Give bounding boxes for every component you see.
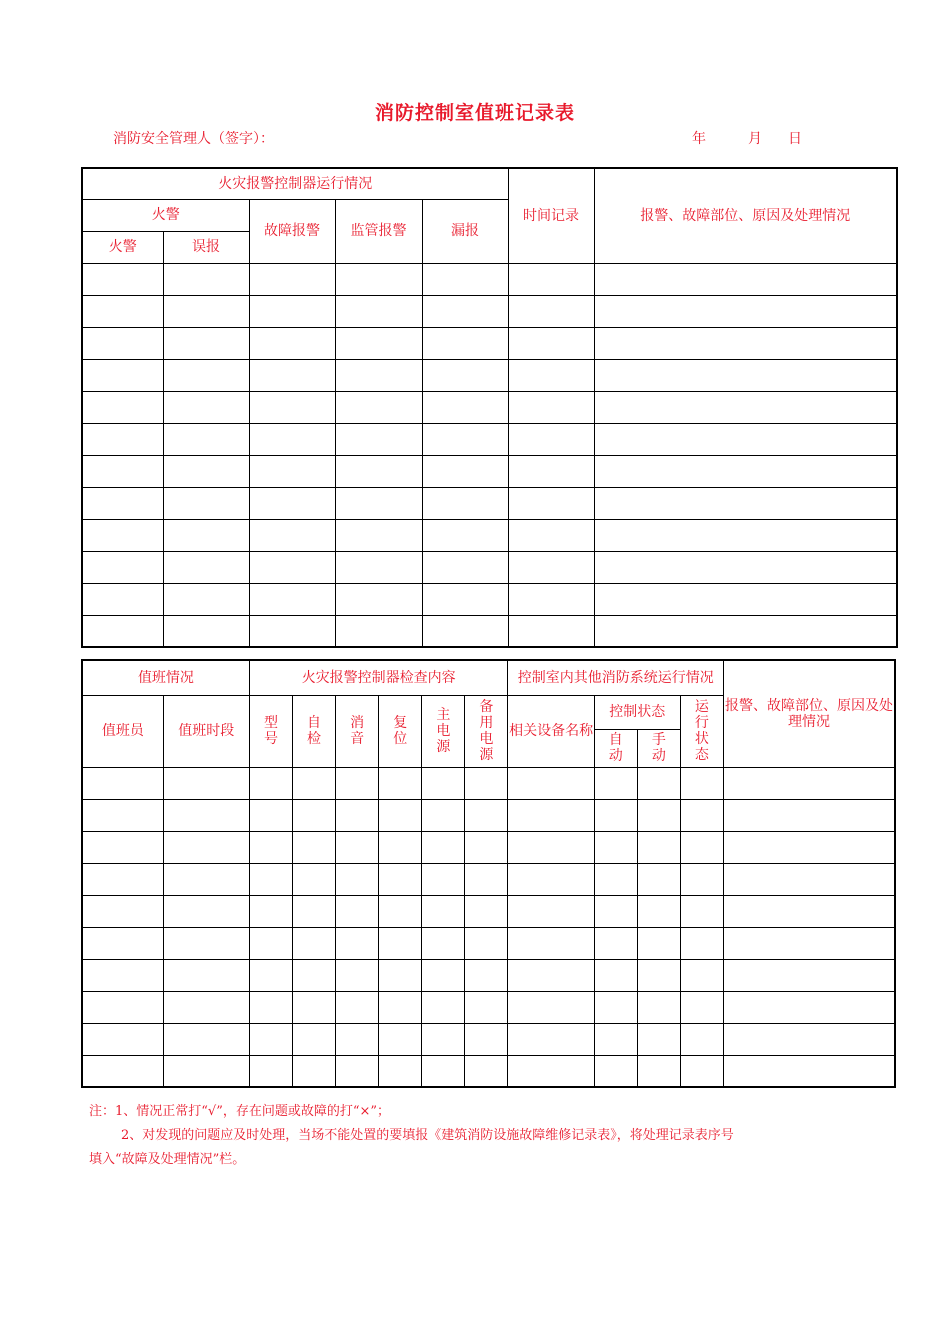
entry-cell[interactable]: [249, 991, 292, 1023]
table-row: [82, 519, 897, 551]
entry-cell[interactable]: [163, 615, 249, 647]
notes: [89, 1100, 889, 1172]
entry-cell[interactable]: [422, 927, 465, 959]
entry-cell[interactable]: [249, 519, 335, 551]
entry-cell[interactable]: [379, 959, 422, 991]
manual-header: [637, 729, 680, 767]
entry-cell[interactable]: [292, 863, 335, 895]
self-check-header: [292, 695, 335, 767]
entry-cell[interactable]: [249, 1055, 292, 1087]
entry-cell[interactable]: [335, 519, 422, 551]
entry-cell[interactable]: [594, 895, 637, 927]
entry-cell[interactable]: [594, 359, 897, 391]
entry-cell[interactable]: [82, 391, 163, 423]
entry-cell[interactable]: [422, 1055, 465, 1087]
entry-cell[interactable]: [422, 551, 508, 583]
entry-cell[interactable]: [465, 991, 508, 1023]
entry-cell[interactable]: [292, 991, 335, 1023]
entry-cell[interactable]: [335, 551, 422, 583]
silence-header-text: 消 音: [350, 715, 365, 747]
signature-label: 消防安全管理人（签字）：: [113, 131, 274, 147]
entry-cell[interactable]: [336, 927, 379, 959]
time-record-header: 时间记录: [508, 168, 594, 263]
entry-cell[interactable]: [508, 863, 594, 895]
note-line-3: 填入“故障及处理情况”栏。: [89, 1152, 246, 1167]
table-row: [82, 1023, 895, 1055]
fire-header: 火警: [82, 231, 163, 263]
entry-cell[interactable]: [336, 767, 379, 799]
table-row: [82, 831, 895, 863]
entry-cell[interactable]: [249, 927, 292, 959]
check-content-header: 火灾报警控制器检查内容: [249, 660, 508, 695]
entry-cell[interactable]: [594, 583, 897, 615]
entry-cell[interactable]: [163, 455, 249, 487]
entry-cell[interactable]: [82, 263, 163, 295]
false-alarm-header: 误报: [163, 231, 249, 263]
entry-cell[interactable]: [508, 295, 594, 327]
entry-cell[interactable]: [508, 327, 594, 359]
duty-check-table: [81, 659, 896, 1088]
entry-cell[interactable]: [249, 767, 292, 799]
entry-cell[interactable]: [82, 455, 163, 487]
entry-cell[interactable]: [292, 1055, 335, 1087]
entry-cell[interactable]: [422, 831, 465, 863]
entry-cell[interactable]: [335, 583, 422, 615]
entry-cell[interactable]: [82, 583, 163, 615]
entry-cell[interactable]: [292, 959, 335, 991]
entry-cell[interactable]: [680, 991, 723, 1023]
entry-cell[interactable]: [335, 423, 422, 455]
entry-cell[interactable]: [335, 327, 422, 359]
entry-cell[interactable]: [82, 991, 163, 1023]
entry-cell[interactable]: [465, 1023, 508, 1055]
entry-cell[interactable]: [508, 551, 594, 583]
auto-header-text: 自 动: [608, 732, 623, 764]
entry-cell[interactable]: [82, 1055, 163, 1087]
entry-cell[interactable]: [637, 831, 680, 863]
entry-cell[interactable]: [594, 799, 637, 831]
entry-cell[interactable]: [594, 615, 897, 647]
entry-cell[interactable]: [249, 895, 292, 927]
entry-cell[interactable]: [465, 927, 508, 959]
entry-cell[interactable]: [379, 1055, 422, 1087]
entry-cell[interactable]: [422, 455, 508, 487]
entry-cell[interactable]: [163, 1055, 249, 1087]
entry-cell[interactable]: [422, 991, 465, 1023]
entry-cell[interactable]: [336, 895, 379, 927]
entry-cell[interactable]: [82, 767, 163, 799]
entry-cell[interactable]: [163, 359, 249, 391]
entry-cell[interactable]: [292, 799, 335, 831]
entry-cell[interactable]: [594, 263, 897, 295]
entry-cell[interactable]: [594, 767, 637, 799]
entry-cell[interactable]: [465, 831, 508, 863]
fault-alarm-header: 故障报警: [249, 199, 335, 263]
entry-cell[interactable]: [723, 991, 895, 1023]
entry-cell[interactable]: [723, 927, 895, 959]
entry-cell[interactable]: [422, 391, 508, 423]
model-header-text: 型 号: [263, 715, 278, 747]
entry-cell[interactable]: [249, 831, 292, 863]
entry-cell[interactable]: [249, 799, 292, 831]
entry-cell[interactable]: [680, 767, 723, 799]
entry-cell[interactable]: [163, 487, 249, 519]
entry-cell[interactable]: [508, 359, 594, 391]
entry-cell[interactable]: [723, 895, 895, 927]
entry-cell[interactable]: [508, 799, 594, 831]
details-header: 报警、故障部位、原因及处理情况: [594, 168, 897, 263]
entry-cell[interactable]: [422, 359, 508, 391]
entry-cell[interactable]: [335, 295, 422, 327]
entry-cell[interactable]: [508, 927, 594, 959]
self-check-header-text: 自 检: [307, 715, 322, 747]
entry-cell[interactable]: [637, 767, 680, 799]
entry-cell[interactable]: [163, 263, 249, 295]
main-power-header: [422, 695, 465, 767]
entry-cell[interactable]: [82, 551, 163, 583]
entry-cell[interactable]: [594, 831, 637, 863]
entry-cell[interactable]: [163, 583, 249, 615]
entry-cell[interactable]: [508, 895, 594, 927]
model-header: [249, 695, 292, 767]
entry-cell[interactable]: [249, 959, 292, 991]
entry-cell[interactable]: [336, 959, 379, 991]
entry-cell[interactable]: [82, 895, 163, 927]
entry-cell[interactable]: [637, 799, 680, 831]
entry-cell[interactable]: [723, 1055, 895, 1087]
entry-cell[interactable]: [508, 423, 594, 455]
entry-cell[interactable]: [335, 455, 422, 487]
entry-cell[interactable]: [422, 327, 508, 359]
entry-cell[interactable]: [163, 991, 249, 1023]
table-row: [82, 895, 895, 927]
table-row: [82, 799, 895, 831]
entry-cell[interactable]: [508, 583, 594, 615]
entry-cell[interactable]: [163, 895, 249, 927]
duty-status-header: 值班情况: [82, 660, 249, 695]
entry-cell[interactable]: [723, 1023, 895, 1055]
entry-cell[interactable]: [637, 1055, 680, 1087]
entry-cell[interactable]: [249, 263, 335, 295]
entry-cell[interactable]: [249, 295, 335, 327]
entry-cell[interactable]: [82, 1023, 163, 1055]
run-state-header-text: 运 行 状 态: [694, 699, 709, 763]
table-row: [82, 1055, 895, 1087]
entry-cell[interactable]: [249, 391, 335, 423]
reset-header-text: 复 位: [393, 715, 408, 747]
entry-cell[interactable]: [336, 991, 379, 1023]
entry-cell[interactable]: [335, 487, 422, 519]
entry-cell[interactable]: [680, 1055, 723, 1087]
table-row: [82, 767, 895, 799]
entry-cell[interactable]: [82, 423, 163, 455]
entry-cell[interactable]: [465, 799, 508, 831]
duty-person-header: 值班员: [82, 695, 163, 767]
backup-power-header: [465, 695, 508, 767]
entry-cell[interactable]: [163, 551, 249, 583]
entry-cell[interactable]: [422, 1023, 465, 1055]
entry-cell[interactable]: [292, 895, 335, 927]
entry-cell[interactable]: [163, 391, 249, 423]
entry-cell[interactable]: [594, 1055, 637, 1087]
entry-cell[interactable]: [637, 927, 680, 959]
table-row: [82, 359, 897, 391]
entry-cell[interactable]: [680, 959, 723, 991]
entry-cell[interactable]: [594, 423, 897, 455]
main-power-header-text: 主 电 源: [436, 707, 451, 755]
entry-cell[interactable]: [594, 551, 897, 583]
other-systems-header: 控制室内其他消防系统运行情况: [508, 660, 723, 695]
entry-cell[interactable]: [422, 263, 508, 295]
entry-cell[interactable]: [163, 327, 249, 359]
note-line-1: 注：1、情况正常打“√”，存在问题或故障的打“×”；: [89, 1104, 391, 1119]
entry-cell[interactable]: [594, 391, 897, 423]
table-row: [82, 263, 897, 295]
entry-cell[interactable]: [680, 1023, 723, 1055]
entry-cell[interactable]: [249, 455, 335, 487]
supervise-alarm-header: 监管报警: [335, 199, 422, 263]
details-header-2: 报警、故障部位、原因及处理情况: [723, 660, 895, 767]
manual-header-text: 手 动: [651, 732, 666, 764]
entry-cell[interactable]: [723, 831, 895, 863]
entry-cell[interactable]: [163, 519, 249, 551]
equipment-name-header: 相关设备名称: [508, 695, 594, 767]
entry-cell[interactable]: [249, 583, 335, 615]
entry-cell[interactable]: [637, 1023, 680, 1055]
date-day: 日: [788, 131, 802, 147]
entry-cell[interactable]: [465, 767, 508, 799]
entry-cell[interactable]: [379, 895, 422, 927]
entry-cell[interactable]: [594, 959, 637, 991]
entry-cell[interactable]: [680, 895, 723, 927]
table-row: [82, 551, 897, 583]
entry-cell[interactable]: [379, 991, 422, 1023]
entry-cell[interactable]: [249, 423, 335, 455]
entry-cell[interactable]: [594, 927, 637, 959]
entry-cell[interactable]: [249, 863, 292, 895]
table-row: [82, 295, 897, 327]
table-row: [82, 583, 897, 615]
entry-cell[interactable]: [82, 359, 163, 391]
table-row: [82, 327, 897, 359]
entry-cell[interactable]: [82, 799, 163, 831]
entry-cell[interactable]: [336, 799, 379, 831]
entry-cell[interactable]: [335, 263, 422, 295]
entry-cell[interactable]: [508, 1023, 594, 1055]
entry-cell[interactable]: [335, 615, 422, 647]
entry-cell[interactable]: [723, 959, 895, 991]
entry-cell[interactable]: [379, 767, 422, 799]
entry-cell[interactable]: [249, 359, 335, 391]
entry-cell[interactable]: [292, 927, 335, 959]
entry-cell[interactable]: [163, 959, 249, 991]
entry-cell[interactable]: [336, 863, 379, 895]
entry-cell[interactable]: [335, 391, 422, 423]
entry-cell[interactable]: [82, 863, 163, 895]
entry-cell[interactable]: [292, 831, 335, 863]
note-line-2: 2、对发现的问题应及时处理，当场不能处置的要填报《建筑消防设施故障维修记录表》，将处理记录表序号: [121, 1128, 734, 1143]
entry-cell[interactable]: [379, 927, 422, 959]
entry-cell[interactable]: [82, 959, 163, 991]
alarm-controller-table: [81, 167, 898, 648]
missed-alarm-header: 漏报: [422, 199, 508, 263]
entry-cell[interactable]: [723, 767, 895, 799]
entry-cell[interactable]: [680, 831, 723, 863]
entry-cell[interactable]: [594, 863, 637, 895]
entry-cell[interactable]: [422, 959, 465, 991]
backup-power-header-text: 备 用 电 源: [479, 699, 494, 763]
entry-cell[interactable]: [594, 455, 897, 487]
entry-cell[interactable]: [292, 767, 335, 799]
entry-cell[interactable]: [163, 767, 249, 799]
entry-cell[interactable]: [508, 391, 594, 423]
table-row: [82, 959, 895, 991]
entry-cell[interactable]: [379, 863, 422, 895]
entry-cell[interactable]: [422, 583, 508, 615]
controller-status-header: 火灾报警控制器运行情况: [82, 168, 508, 199]
entry-cell[interactable]: [637, 959, 680, 991]
entry-cell[interactable]: [465, 1055, 508, 1087]
auto-header: [594, 729, 637, 767]
entry-cell[interactable]: [637, 991, 680, 1023]
table-row: [82, 391, 897, 423]
entry-cell[interactable]: [163, 423, 249, 455]
fire-alarm-header: 火警: [82, 199, 249, 231]
reset-header: [379, 695, 422, 767]
entry-cell[interactable]: [336, 1023, 379, 1055]
entry-cell[interactable]: [508, 263, 594, 295]
entry-cell[interactable]: [163, 799, 249, 831]
entry-cell[interactable]: [508, 615, 594, 647]
entry-cell[interactable]: [680, 927, 723, 959]
control-state-header: 控制状态: [594, 695, 680, 729]
entry-cell[interactable]: [82, 327, 163, 359]
entry-cell[interactable]: [594, 519, 897, 551]
date-month: 月: [748, 131, 762, 147]
entry-cell[interactable]: [422, 767, 465, 799]
entry-cell[interactable]: [508, 991, 594, 1023]
entry-cell[interactable]: [508, 487, 594, 519]
table-row: [82, 863, 895, 895]
entry-cell[interactable]: [292, 1023, 335, 1055]
entry-cell[interactable]: [508, 767, 594, 799]
page-title: 消防控制室值班记录表: [374, 102, 575, 124]
run-state-header: [680, 695, 723, 767]
table-row: [82, 423, 897, 455]
table-row: [82, 455, 897, 487]
entry-cell[interactable]: [163, 831, 249, 863]
entry-cell[interactable]: [336, 1055, 379, 1087]
table-row: [82, 991, 895, 1023]
entry-cell[interactable]: [637, 895, 680, 927]
entry-cell[interactable]: [465, 959, 508, 991]
entry-cell[interactable]: [379, 831, 422, 863]
entry-cell[interactable]: [594, 487, 897, 519]
entry-cell[interactable]: [163, 927, 249, 959]
entry-cell[interactable]: [163, 863, 249, 895]
entry-cell[interactable]: [723, 863, 895, 895]
entry-cell[interactable]: [723, 799, 895, 831]
table-row: [82, 615, 897, 647]
duty-period-header: 值班时段: [163, 695, 249, 767]
entry-cell[interactable]: [594, 1023, 637, 1055]
entry-cell[interactable]: [163, 295, 249, 327]
entry-cell[interactable]: [82, 487, 163, 519]
silence-header: [336, 695, 379, 767]
entry-cell[interactable]: [508, 455, 594, 487]
entry-cell[interactable]: [508, 831, 594, 863]
entry-cell[interactable]: [82, 831, 163, 863]
entry-cell[interactable]: [422, 423, 508, 455]
entry-cell[interactable]: [422, 487, 508, 519]
date-year: 年: [692, 131, 706, 147]
entry-cell[interactable]: [335, 359, 422, 391]
entry-cell[interactable]: [465, 863, 508, 895]
entry-cell[interactable]: [594, 327, 897, 359]
entry-cell[interactable]: [379, 799, 422, 831]
entry-cell[interactable]: [594, 991, 637, 1023]
entry-cell[interactable]: [422, 615, 508, 647]
entry-cell[interactable]: [637, 863, 680, 895]
entry-cell[interactable]: [249, 615, 335, 647]
entry-cell[interactable]: [465, 895, 508, 927]
entry-cell[interactable]: [422, 895, 465, 927]
entry-cell[interactable]: [508, 1055, 594, 1087]
entry-cell[interactable]: [163, 1023, 249, 1055]
entry-cell[interactable]: [82, 295, 163, 327]
entry-cell[interactable]: [594, 295, 897, 327]
table-row: [82, 927, 895, 959]
entry-cell[interactable]: [422, 799, 465, 831]
entry-cell[interactable]: [508, 959, 594, 991]
entry-cell[interactable]: [82, 519, 163, 551]
date-label: [692, 128, 802, 148]
entry-cell[interactable]: [422, 295, 508, 327]
entry-cell[interactable]: [336, 831, 379, 863]
entry-cell[interactable]: [249, 551, 335, 583]
entry-cell[interactable]: [82, 615, 163, 647]
entry-cell[interactable]: [379, 1023, 422, 1055]
entry-cell[interactable]: [249, 1023, 292, 1055]
entry-cell[interactable]: [82, 927, 163, 959]
entry-cell[interactable]: [680, 863, 723, 895]
entry-cell[interactable]: [249, 327, 335, 359]
entry-cell[interactable]: [680, 799, 723, 831]
table-row: [82, 487, 897, 519]
entry-cell[interactable]: [422, 863, 465, 895]
entry-cell[interactable]: [508, 519, 594, 551]
entry-cell[interactable]: [249, 487, 335, 519]
entry-cell[interactable]: [422, 519, 508, 551]
